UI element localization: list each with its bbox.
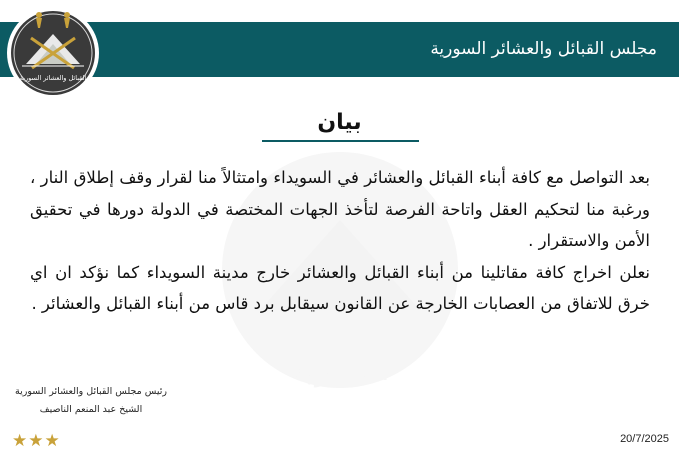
header-bar bbox=[0, 22, 679, 77]
title-underline bbox=[262, 140, 419, 142]
signature-block bbox=[0, 383, 191, 419]
header-title: مجلس القبائل والعشائر السورية bbox=[430, 39, 657, 59]
signature-name: الشيخ عبد المنعم الناصيف bbox=[39, 404, 143, 415]
svg-text:القبائل والعشائر السورية: القبائل والعشائر السورية bbox=[19, 74, 87, 82]
statement-date: 20/7/2025 bbox=[620, 433, 669, 445]
stars-decoration: ★★★ bbox=[12, 431, 61, 451]
statement-body bbox=[30, 162, 650, 320]
statement-title: بيان bbox=[317, 110, 362, 135]
council-logo-icon bbox=[6, 6, 100, 100]
statement-paragraph: نعلن اخراج كافة مقاتلينا من أبناء القبائل والعشائر خارج مدينة السويداء كما نؤكد ان اي خرق للاتفاق من العصابات الخارجة عن القانون سيقابل برد قاس من أبناء القبائل والعشائر . bbox=[30, 262, 650, 313]
statement-paragraph: بعد التواصل مع كافة أبناء القبائل والعشائر في السويداء وامتثالاً منا لقرار وقف إطلاق النار ، ورغبة منا لتحكيم العقل واتاحة الفرصة لتأخذ الجهات المختصة في الدولة دورها في تحقيق الأمن والاستقرار . bbox=[30, 168, 650, 250]
signature-title: رئيس مجلس القبائل والعشائر السورية bbox=[15, 386, 167, 397]
svg-text:السورية: السورية bbox=[290, 353, 390, 388]
